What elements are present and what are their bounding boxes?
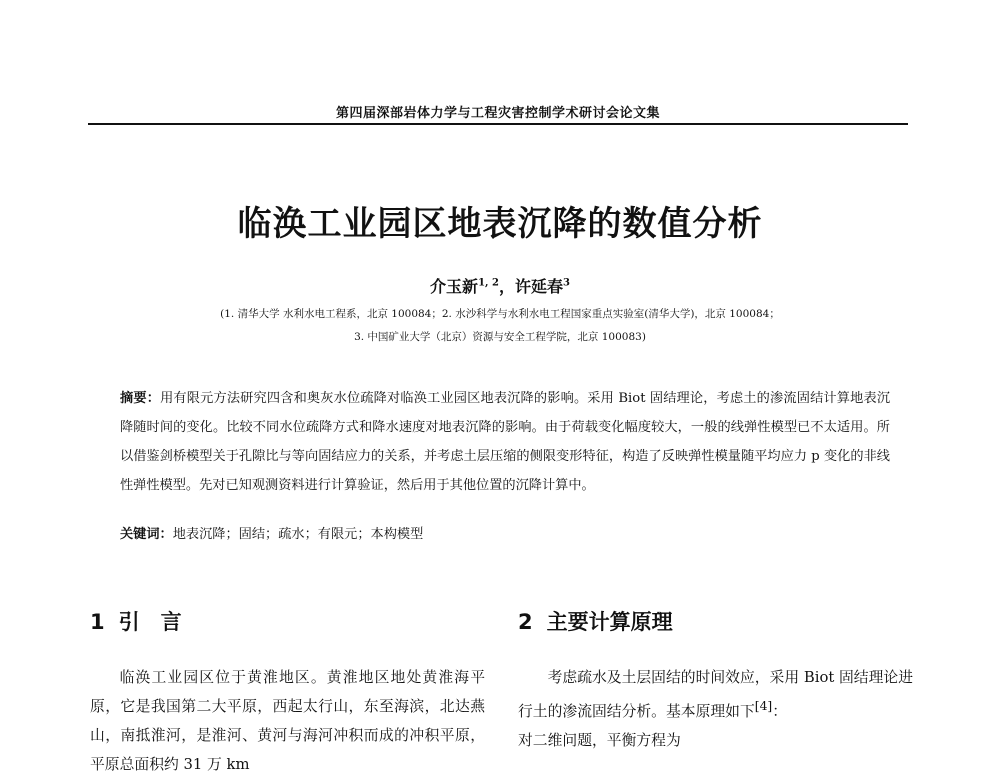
section-1-paragraph: 临涣工业园区位于黄淮地区。黄淮地区地处黄淮海平原，它是我国第二大平原，西起太行山，东至海滨，北达燕山，南抵淮河，是淮河、黄河与海河冲积而成的冲积平原，平原总面积约 31 万 km [90, 669, 485, 773]
abstract-label: 摘要： [120, 391, 161, 406]
keywords-text: 地表沉降；固结；疏水；有限元；本构模型 [172, 527, 424, 542]
section-1-number: 1 [90, 610, 105, 634]
header-rule [88, 123, 908, 125]
section-2-number: 2 [518, 610, 533, 634]
affiliation-line-1: (1. 清华大学 水利水电工程系，北京 100084；2. 水沙科学与水利水电工程国家重点实验室(清华大学)，北京 100084； [220, 308, 780, 320]
section-1-body [90, 663, 485, 779]
running-header: 第四届深部岩体力学与工程灾害控制学术研讨会论文集 [335, 106, 660, 121]
affiliation-line-2: 3. 中国矿业大学（北京）资源与安全工程学院，北京 100083) [354, 331, 646, 343]
author-1-affil: 1, 2 [478, 277, 499, 289]
abstract [120, 384, 890, 500]
section-1-title: 引 言 [118, 610, 182, 634]
section-2-body [518, 663, 913, 755]
section-2-heading [518, 606, 673, 636]
section-1-heading [90, 606, 182, 636]
author-separator: ， [498, 277, 515, 296]
author-line [0, 274, 1000, 297]
section-2-title: 主要计算原理 [546, 610, 673, 634]
section-2-paragraph-text: 考虑疏水及土层固结的时间效应，采用 Biot 固结理论进行土的渗流固结分析。基本原理如下 [518, 669, 913, 720]
author-2-affil: 3 [562, 277, 570, 289]
author-2: 许延春 [514, 277, 563, 296]
author-1: 介玉新 [430, 277, 479, 296]
paper-title: 临涣工业园区地表沉降的数值分析 [237, 204, 763, 244]
keywords [120, 520, 890, 549]
section-2-paragraph [518, 663, 913, 726]
section-2-paragraph-end: ： [772, 702, 788, 720]
section-2-paragraph-2: 对二维问题，平衡方程为 [518, 731, 681, 749]
citation-ref: [4] [754, 699, 773, 713]
keywords-label: 关键词： [120, 527, 173, 542]
abstract-text: 用有限元方法研究四含和奥灰水位疏降对临涣工业园区地表沉降的影响。采用 Biot 固结理论，考虑土的渗流固结计算地表沉降随时间的变化。比较不同水位疏降方式和降水速度对地表沉降的影响。由于荷载变化幅度较大，一般的线弹性模型已不太适用。所以借鉴剑桥模型关于孔隙比与等向固结应力的关系，并考虑土层压缩的侧限变形特征，构造了反映弹性模量随平均应力 p 变化的非线性弹性模型。先对已知观测资料进行计算验证，然后用于其他位置的沉降计算中。 [120, 391, 891, 493]
